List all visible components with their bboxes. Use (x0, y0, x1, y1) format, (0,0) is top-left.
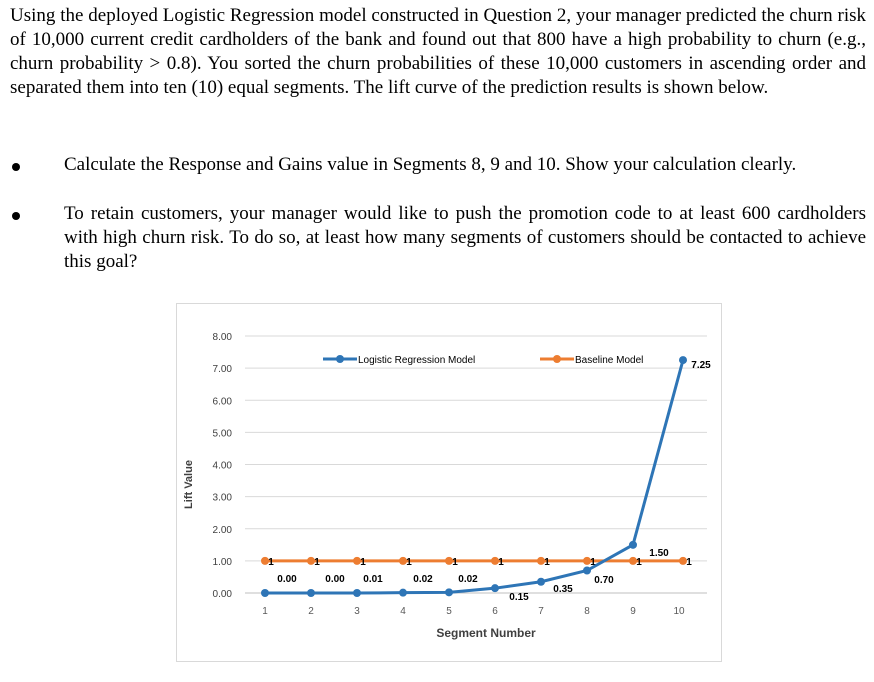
y-tick-label: 0.00 (212, 589, 232, 600)
logistic-point (307, 589, 315, 597)
baseline-data-label: 1 (498, 556, 504, 568)
logistic-data-label: 7.25 (691, 360, 711, 371)
logistic-point (353, 589, 361, 597)
bullet-icon (12, 212, 20, 220)
logistic-point (629, 541, 637, 549)
baseline-data-label: 1 (636, 556, 642, 568)
legend-logistic-marker (336, 355, 344, 363)
baseline-data-label: 1 (590, 556, 596, 568)
y-tick-label: 4.00 (212, 460, 232, 472)
x-tick-label: 10 (673, 606, 685, 617)
x-tick-label: 3 (354, 606, 360, 617)
logistic-data-label: 0.00 (277, 574, 297, 585)
x-tick-label: 6 (492, 606, 498, 617)
y-tick-label: 7.00 (212, 364, 232, 376)
logistic-data-label: 0.01 (363, 574, 383, 585)
x-tick-label: 2 (308, 606, 314, 617)
logistic-data-label: 0.15 (509, 592, 529, 603)
logistic-data-label: 0.02 (458, 574, 478, 585)
logistic-data-label: 0.35 (553, 584, 573, 595)
logistic-point (537, 578, 545, 586)
y-tick-label: 3.00 (212, 492, 232, 504)
logistic-data-label: 0.00 (325, 574, 345, 585)
logistic-series-line (265, 360, 683, 593)
y-tick-label: 8.00 (212, 332, 232, 343)
x-tick-label: 1 (262, 606, 268, 617)
bullet-text-2: To retain customers, your manager would like to push the promotion code to at least 600 cardholders with high churn risk. To do so, at least how many segments of customers should be contacted to achieve this goal? (64, 203, 866, 272)
x-tick-label: 9 (630, 606, 636, 617)
logistic-data-label: 0.02 (413, 574, 433, 585)
x-tick-label: 7 (538, 606, 544, 617)
baseline-data-label: 1 (314, 556, 320, 568)
y-tick-label: 1.00 (212, 556, 232, 568)
x-axis-title: Segment Number (436, 626, 536, 640)
lift-chart-svg (177, 304, 723, 663)
logistic-point (399, 589, 407, 597)
baseline-data-label: 1 (686, 556, 692, 568)
baseline-data-label: 1 (544, 556, 550, 568)
baseline-data-label: 1 (452, 556, 458, 568)
question-paragraph: Using the deployed Logistic Regression model constructed in Question 2, your manager predicted the churn risk of 10,000 current credit cardholders of the bank and found out that 800 have a high probability to churn (e.g., churn probability > 0.8). You sorted the churn probabilities of these 10,000 customers in ascending order and separated them into ten (10) equal segments. The lift curve of the prediction results is shown below. (10, 5, 866, 98)
y-axis-title: Lift Value (183, 460, 195, 509)
logistic-data-label: 1.50 (649, 548, 669, 559)
baseline-data-label: 1 (268, 556, 274, 568)
x-tick-label: 5 (446, 606, 452, 617)
baseline-data-label: 1 (360, 556, 366, 568)
logistic-point (261, 589, 269, 597)
legend-baseline-label: Baseline Model (575, 355, 644, 366)
logistic-point (491, 584, 499, 592)
y-tick-label: 6.00 (212, 396, 232, 408)
legend-logistic-label: Logistic Regression Model (358, 355, 476, 366)
x-tick-label: 4 (400, 606, 406, 617)
logistic-point (445, 588, 453, 596)
logistic-point (583, 567, 591, 575)
logistic-data-label: 0.70 (594, 575, 614, 586)
y-tick-label: 5.00 (212, 428, 232, 440)
logistic-point (679, 356, 687, 364)
lift-chart (176, 303, 722, 662)
bullet-icon (12, 163, 20, 171)
y-tick-label: 2.00 (212, 524, 232, 536)
legend-baseline-marker (553, 355, 561, 363)
baseline-data-label: 1 (406, 556, 412, 568)
bullet-text-1: Calculate the Response and Gains value in Segments 8, 9 and 10. Show your calculation clearly. (64, 154, 797, 175)
x-tick-label: 8 (584, 606, 590, 617)
